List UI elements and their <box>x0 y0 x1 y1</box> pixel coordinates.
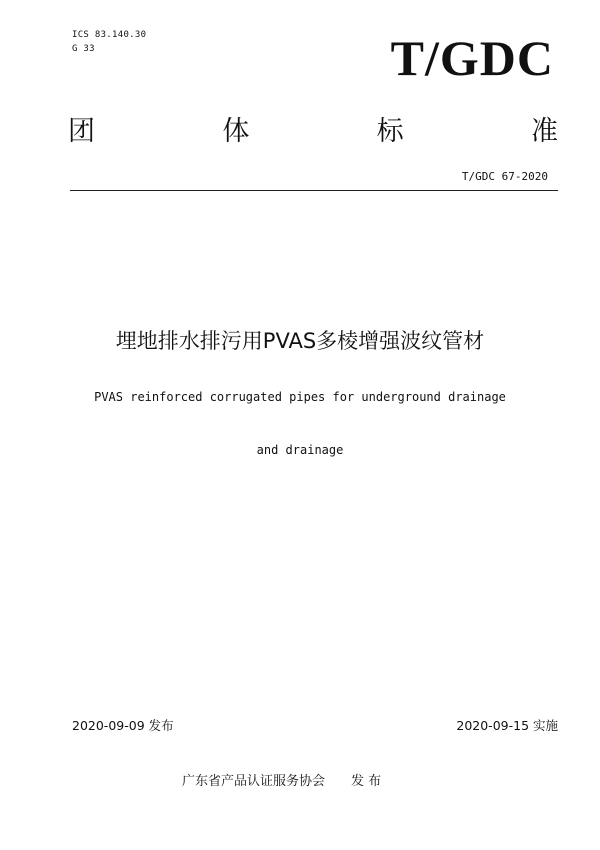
standard-type-char: 准 <box>530 116 558 147</box>
ccs-code: G 33 <box>72 44 95 54</box>
header-divider <box>70 190 558 191</box>
issue-date: 2020-09-09 发布 <box>72 718 174 733</box>
standard-logo: T/GDC <box>390 30 554 86</box>
standard-type-char: 体 <box>222 116 250 147</box>
issuer-name: 广东省产品认证服务协会 <box>182 774 326 789</box>
issuer <box>182 773 381 791</box>
standard-type-char: 标 <box>376 116 404 147</box>
ics-code: ICS 83.140.30 <box>72 30 147 40</box>
classification-codes <box>72 28 146 56</box>
standard-number: T/GDC 67-2020 <box>461 170 548 183</box>
title-english-line2: and drainage <box>256 443 344 457</box>
standard-type-heading <box>68 114 558 150</box>
title-english-line1: PVAS reinforced corrugated pipes for underground drainage <box>94 390 506 404</box>
standard-type-char: 团 <box>68 116 95 147</box>
title-chinese: 埋地排水排污用PVAS多棱增强波纹管材 <box>115 329 485 353</box>
implementation-date: 2020-09-15 实施 <box>456 718 558 733</box>
issuer-action: 发 布 <box>351 774 382 789</box>
